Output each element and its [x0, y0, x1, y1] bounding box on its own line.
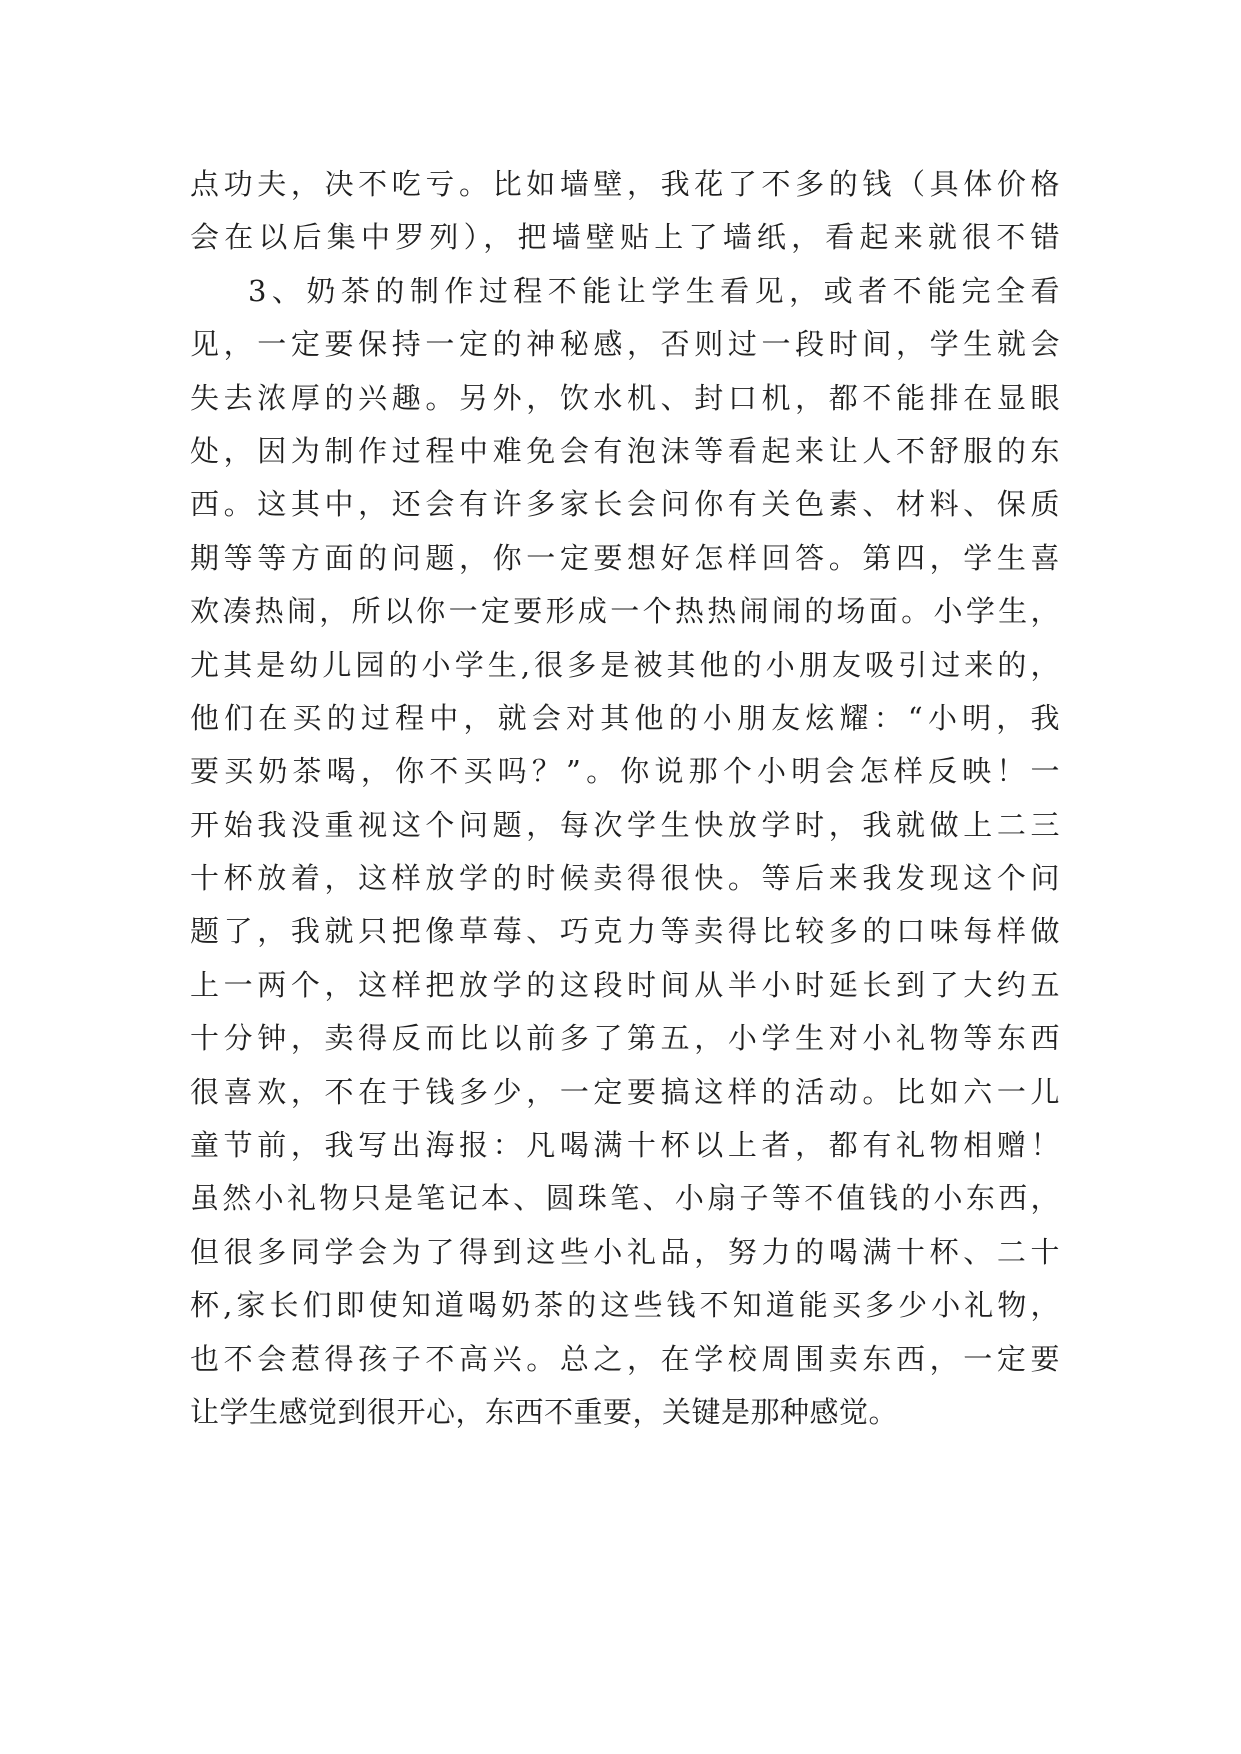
text-line: 3、奶茶的制作过程不能让学生看见，或者不能完全看: [248, 273, 1060, 308]
text-line: 上一两个，这样把放学的这段时间从半小时延长到了大约五: [190, 967, 1060, 1002]
body-text: [190, 158, 1060, 1439]
text-line: 很喜欢，不在于钱多少，一定要搞这样的活动。比如六一儿: [190, 1074, 1060, 1109]
text-line: 失去浓厚的兴趣。另外，饮水机、封口机，都不能排在显眼: [190, 380, 1060, 415]
text-line: 尤其是幼儿园的小学生,很多是被其他的小朋友吸引过来的，: [190, 647, 1060, 682]
text-line: 十分钟，卖得反而比以前多了第五，小学生对小礼物等东西: [190, 1021, 1060, 1056]
text-line: 期等等方面的问题，你一定要想好怎样回答。第四，学生喜: [190, 540, 1060, 575]
text-line: 十杯放着，这样放学的时候卖得很快。等后来我发现这个问: [190, 861, 1060, 896]
text-line: 也不会惹得孩子不高兴。总之，在学校周围卖东西，一定要: [190, 1341, 1060, 1376]
text-line: 让学生感觉到很开心，东西不重要，关键是那种感觉。: [190, 1394, 899, 1429]
text-line: 见，一定要保持一定的神秘感，否则过一段时间，学生就会: [190, 327, 1060, 362]
text-line: 会在以后集中罗列），把墙壁贴上了墙纸，看起来就很不错: [190, 220, 1060, 255]
text-line: 欢凑热闹，所以你一定要形成一个热热闹闹的场面。小学生，: [190, 594, 1060, 629]
text-line: 点功夫，决不吃亏。比如墙壁，我花了不多的钱（具体价格: [190, 167, 1060, 201]
text-line: 开始我没重视这个问题，每次学生快放学时，我就做上二三: [190, 807, 1060, 842]
text-line: 题了，我就只把像草莓、巧克力等卖得比较多的口味每样做: [190, 914, 1060, 949]
text-line: 杯,家长们即使知道喝奶茶的这些钱不知道能买多少小礼物，: [190, 1288, 1060, 1323]
text-line: 童节前，我写出海报：凡喝满十杯以上者，都有礼物相赠！: [190, 1128, 1060, 1163]
text-line: 西。这其中，还会有许多家长会问你有关色素、材料、保质: [190, 487, 1060, 522]
text-line: 他们在买的过程中，就会对其他的小朋友炫耀：“小明，我: [190, 700, 1060, 735]
text-line: 虽然小礼物只是笔记本、圆珠笔、小扇子等不值钱的小东西，: [190, 1181, 1060, 1216]
text-line: 要买奶茶喝，你不买吗？”。你说那个小明会怎样反映！一: [190, 754, 1060, 789]
text-line: 处，因为制作过程中难免会有泡沫等看起来让人不舒服的东: [190, 433, 1060, 468]
text-line: 但很多同学会为了得到这些小礼品，努力的喝满十杯、二十: [190, 1234, 1060, 1269]
